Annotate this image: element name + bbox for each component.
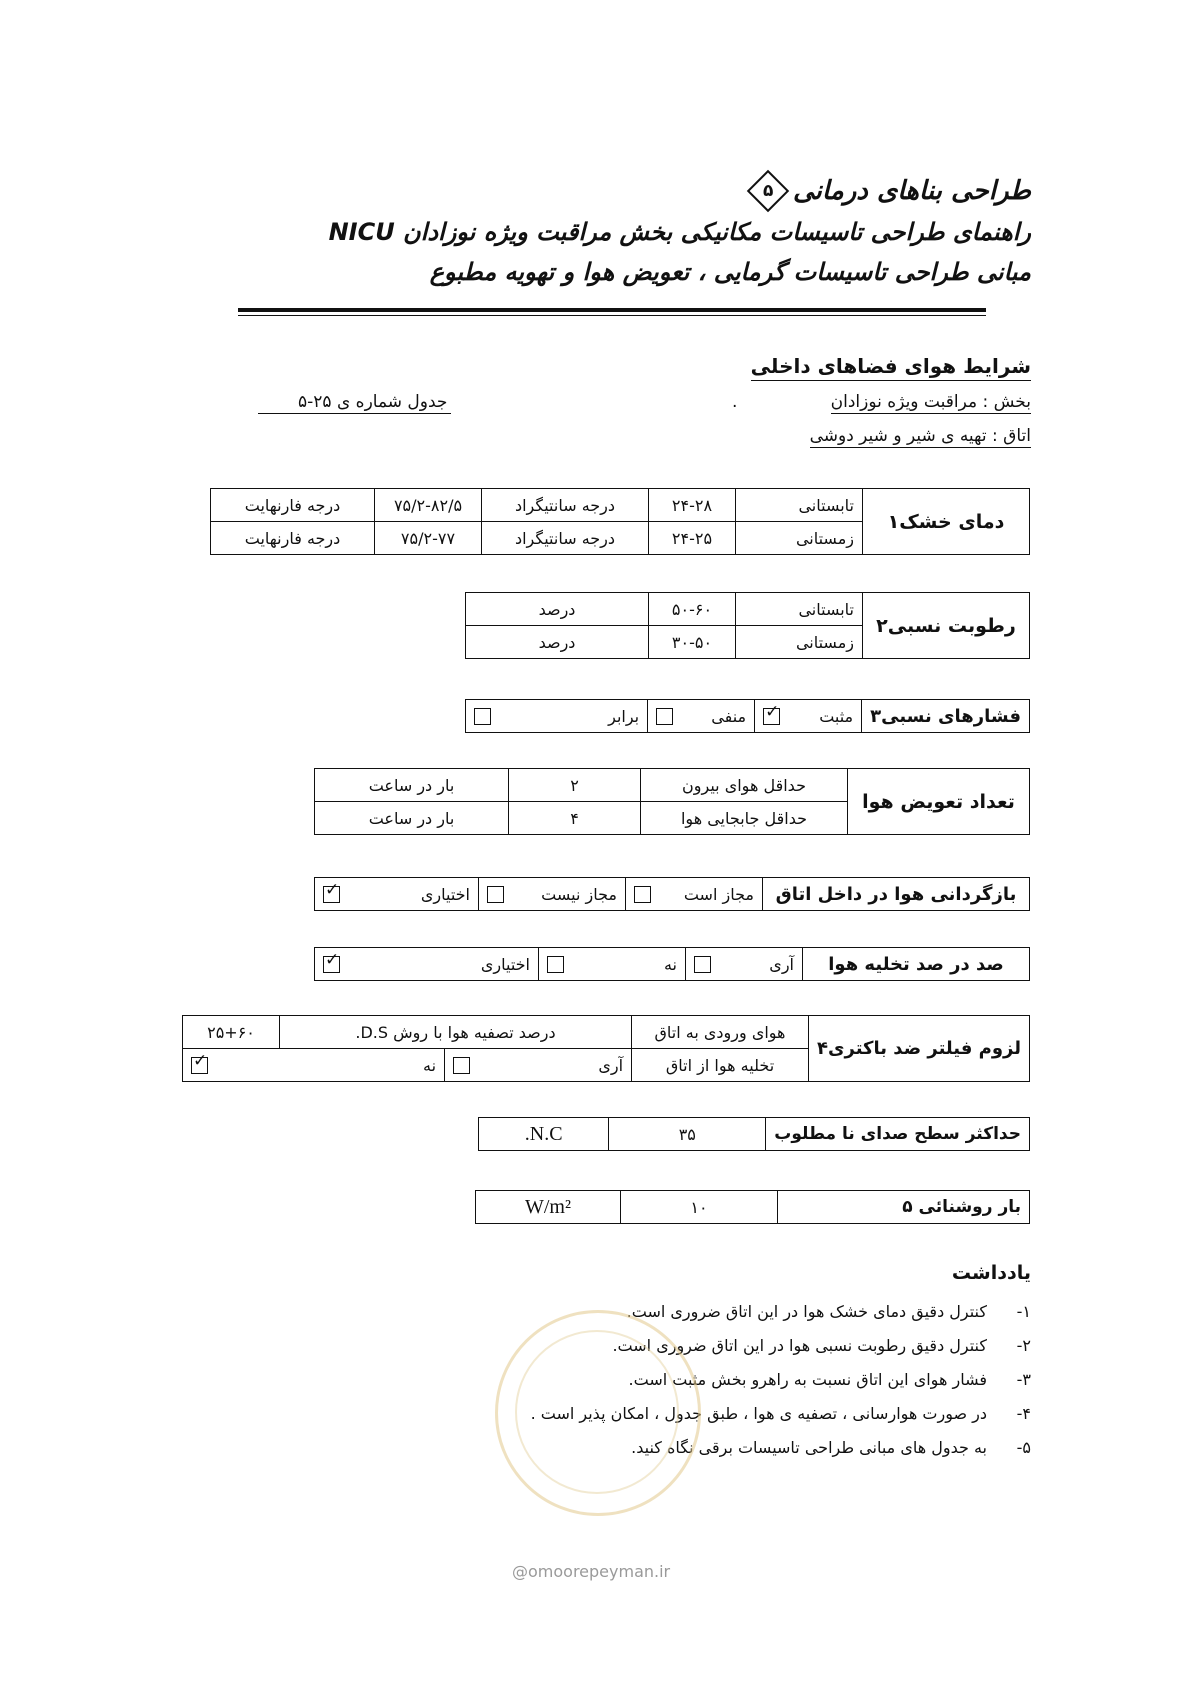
air-changes-table bbox=[314, 768, 1030, 835]
exhaust-table bbox=[314, 947, 1030, 981]
checkbox-icon[interactable] bbox=[453, 1057, 470, 1074]
range-cell: ۳۰-۵۰ bbox=[649, 626, 736, 659]
pressure-option-equal[interactable] bbox=[466, 700, 648, 733]
option-label: منفی bbox=[711, 706, 747, 726]
pressure-table bbox=[465, 699, 1030, 733]
option-label: مجاز است bbox=[683, 884, 754, 904]
filter-option-no[interactable] bbox=[183, 1049, 445, 1082]
table-row bbox=[479, 1118, 1030, 1151]
range-cell: ۵۰-۶۰ bbox=[649, 593, 736, 626]
note-item bbox=[627, 1302, 1031, 1321]
checkbox-icon[interactable] bbox=[656, 708, 673, 725]
header-rule-thick bbox=[238, 308, 986, 312]
checkbox-icon[interactable] bbox=[474, 708, 491, 725]
checkbox-checked-icon[interactable] bbox=[323, 886, 340, 903]
unit-c-cell: درجه سانتیگراد bbox=[482, 522, 649, 555]
item-cell: حداقل هوای بیرون bbox=[641, 769, 848, 802]
filter-value-cell: ۲۵+۶۰ bbox=[183, 1016, 280, 1049]
range-f-cell: ۷۵/۲-۷۷ bbox=[375, 522, 482, 555]
option-label: مثبت bbox=[819, 706, 854, 726]
table-row bbox=[315, 769, 1030, 802]
filter-item-cell: هوای ورودی به اتاق bbox=[632, 1016, 809, 1049]
recirculation-table bbox=[314, 877, 1030, 911]
item-cell: حداقل جابجایی هوا bbox=[641, 802, 848, 835]
unit-cell: درصد bbox=[466, 593, 649, 626]
checkbox-icon[interactable] bbox=[487, 886, 504, 903]
watermark-text: @omoorepeyman.ir bbox=[512, 1562, 671, 1581]
checkbox-icon[interactable] bbox=[634, 886, 651, 903]
section-title: شرایط هوای فضاهای داخلی bbox=[751, 354, 1031, 381]
pressure-option-negative[interactable] bbox=[648, 700, 755, 733]
recirc-option-allowed[interactable] bbox=[626, 878, 763, 911]
lighting-unit: W/m² bbox=[476, 1191, 621, 1224]
badge-number: ۵ bbox=[762, 181, 774, 202]
header-line-1 bbox=[739, 176, 1031, 206]
range-f-cell: ۷۵/۲-۸۲/۵ bbox=[375, 489, 482, 522]
pressure-option-positive[interactable] bbox=[755, 700, 862, 733]
table-row bbox=[315, 948, 1030, 981]
lighting-value: ۱۰ bbox=[621, 1191, 778, 1224]
note-number: ۲- bbox=[1016, 1336, 1031, 1355]
checkbox-checked-icon[interactable] bbox=[191, 1057, 208, 1074]
checkbox-checked-icon[interactable] bbox=[763, 708, 780, 725]
notes-title: یادداشت bbox=[951, 1262, 1031, 1284]
header-rule-thin bbox=[238, 315, 986, 316]
dot-mark: . bbox=[732, 392, 738, 412]
table-row bbox=[476, 1191, 1030, 1224]
filter-item-cell: تخلیه هوا از اتاق bbox=[632, 1049, 809, 1082]
filter-option-yes[interactable] bbox=[445, 1049, 632, 1082]
unit-cell: بار در ساعت bbox=[315, 769, 509, 802]
option-label: برابر bbox=[608, 706, 640, 726]
room-line: اتاق : تهیه ی شیر و شیر دوشی bbox=[809, 426, 1031, 446]
note-text: در صورت هوارسانی ، تصفیه ی هوا ، طبق جدول ، امکان پذیر است . bbox=[530, 1404, 987, 1423]
table-row bbox=[183, 1016, 1030, 1049]
table-number: جدول شماره ی ۲۵-۵ bbox=[258, 392, 451, 414]
option-label: آری bbox=[769, 954, 794, 974]
header-line-2: راهنمای طراحی تاسیسات مکانیکی بخش مراقبت ویژه نوزادان NICU bbox=[328, 218, 1031, 246]
exhaust-option-yes[interactable] bbox=[686, 948, 803, 981]
exhaust-label: صد در صد تخلیه هوا bbox=[803, 948, 1030, 981]
note-text: کنترل دقیق دمای خشک هوا در این اتاق ضروری است. bbox=[626, 1302, 987, 1321]
noise-value: ۳۵ bbox=[609, 1118, 766, 1151]
humidity-label: رطوبت نسبی۲ bbox=[863, 593, 1030, 659]
note-text: کنترل دقیق رطوبت نسبی هوا در این اتاق ضروری است. bbox=[612, 1336, 987, 1355]
season-cell: زمستانی bbox=[736, 522, 863, 555]
unit-cell: بار در ساعت bbox=[315, 802, 509, 835]
table-row bbox=[211, 489, 1030, 522]
note-text: به جدول های مبانی طراحی تاسیسات برقی نگاه کنید. bbox=[631, 1438, 987, 1457]
checkbox-checked-icon[interactable] bbox=[323, 956, 340, 973]
noise-label: حداکثر سطح صدای نا مطلوب bbox=[766, 1118, 1030, 1151]
range-c-cell: ۲۴-۲۵ bbox=[649, 522, 736, 555]
table-row bbox=[466, 593, 1030, 626]
range-c-cell: ۲۴-۲۸ bbox=[649, 489, 736, 522]
noise-table bbox=[478, 1117, 1030, 1151]
recirculation-label: بازگردانی هوا در داخل اتاق bbox=[763, 878, 1030, 911]
option-label: آری bbox=[598, 1055, 624, 1075]
header-line-3: مبانی طراحی تاسیسات گرمایی ، تعویض هوا و تهویه مطبوع bbox=[429, 258, 1031, 286]
table-row bbox=[466, 700, 1030, 733]
note-text: فشار هوای این اتاق نسبت به راهرو بخش مثبت است. bbox=[628, 1370, 987, 1389]
unit-f-cell: درجه فارنهایت bbox=[211, 489, 375, 522]
exhaust-option-optional[interactable] bbox=[315, 948, 539, 981]
option-label: مجاز نیست bbox=[541, 884, 617, 904]
header-title: طراحی بناهای درمانی bbox=[793, 176, 1031, 206]
season-cell: تابستانی bbox=[736, 593, 863, 626]
lighting-label: بار روشنائی ۵ bbox=[778, 1191, 1030, 1224]
value-cell: ۴ bbox=[509, 802, 641, 835]
humidity-table bbox=[465, 592, 1030, 659]
option-label: اختیاری bbox=[480, 954, 530, 974]
dry-temp-label: دمای خشک۱ bbox=[863, 489, 1030, 555]
note-number: ۵- bbox=[1016, 1438, 1031, 1457]
checkbox-icon[interactable] bbox=[694, 956, 711, 973]
note-number: ۱- bbox=[1016, 1302, 1031, 1321]
air-changes-label: تعداد تعویض هوا bbox=[848, 769, 1030, 835]
unit-cell: درصد bbox=[466, 626, 649, 659]
season-cell: زمستانی bbox=[736, 626, 863, 659]
filter-table bbox=[182, 1015, 1030, 1082]
dry-temp-table bbox=[210, 488, 1030, 555]
value-cell: ۲ bbox=[509, 769, 641, 802]
pressure-label: فشارهای نسبی۳ bbox=[862, 700, 1030, 733]
season-cell: تابستانی bbox=[736, 489, 863, 522]
option-label: نه bbox=[663, 954, 677, 974]
filter-desc-cell: درصد تصفیه هوا با روش D.S. bbox=[280, 1016, 632, 1049]
table-row bbox=[315, 878, 1030, 911]
checkbox-icon[interactable] bbox=[547, 956, 564, 973]
unit-c-cell: درجه سانتیگراد bbox=[482, 489, 649, 522]
option-label: نه bbox=[422, 1055, 437, 1075]
note-number: ۴- bbox=[1016, 1404, 1031, 1423]
note-number: ۳- bbox=[1016, 1370, 1031, 1389]
option-label: اختیاری bbox=[420, 884, 470, 904]
noise-unit: N.C. bbox=[479, 1118, 609, 1151]
unit-f-cell: درجه فارنهایت bbox=[211, 522, 375, 555]
recirc-option-optional[interactable] bbox=[315, 878, 479, 911]
exhaust-option-no[interactable] bbox=[539, 948, 686, 981]
lighting-table bbox=[475, 1190, 1030, 1224]
department-line: بخش : مراقبت ویژه نوزادان bbox=[830, 392, 1031, 412]
filter-label: لزوم فیلتر ضد باکتری۴ bbox=[809, 1016, 1030, 1082]
stamp-inner-ring-icon bbox=[515, 1330, 679, 1494]
diamond-badge-icon bbox=[747, 170, 789, 212]
recirc-option-not-allowed[interactable] bbox=[479, 878, 626, 911]
